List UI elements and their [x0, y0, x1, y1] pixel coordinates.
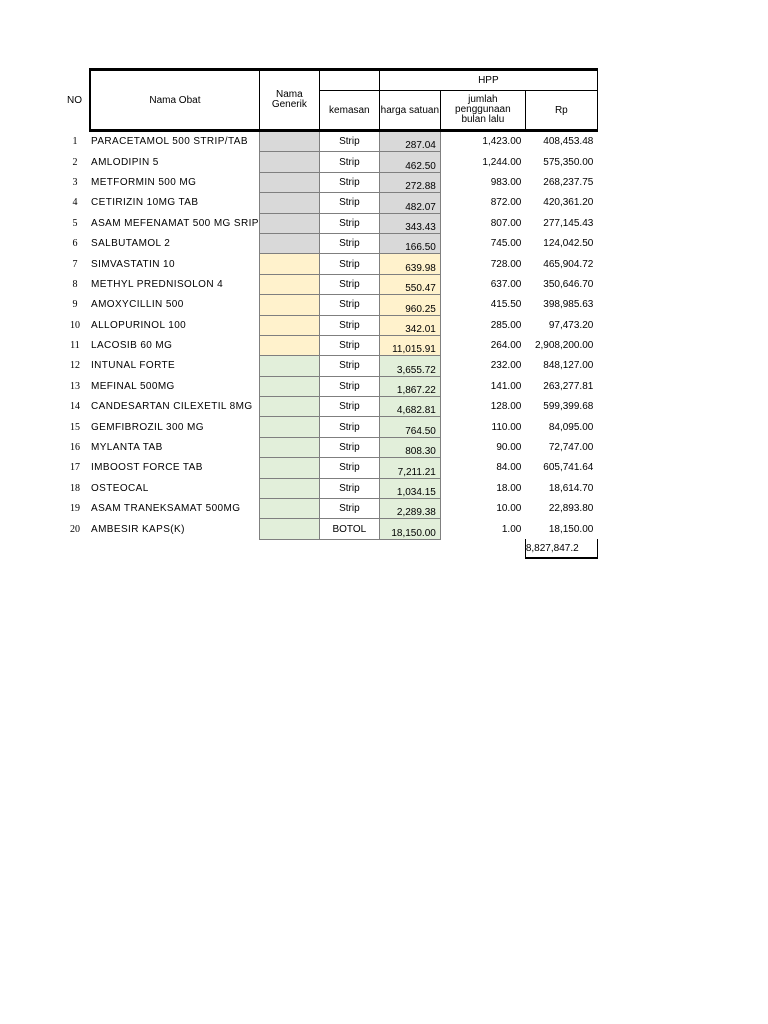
row-nama-generik: [259, 131, 319, 152]
row-no: 18: [70, 482, 80, 494]
row-kemasan: Strip: [319, 458, 379, 478]
row-harga-satuan: 764.50: [379, 417, 440, 437]
row-kemasan: Strip: [319, 356, 379, 376]
row-nama-generik: [259, 193, 319, 213]
row-harga-satuan: 342.01: [379, 315, 440, 335]
header-jumlah-text: jumlah penggunaan bulan lalu: [455, 94, 511, 125]
header-nama-generik: [259, 70, 319, 131]
row-no: 8: [72, 278, 78, 290]
row-nama-obat: CANDESARTAN CILEXETIL 8MG: [91, 401, 253, 413]
header-rp: Rp: [525, 91, 597, 131]
header-kemasan: kemasan: [319, 91, 379, 131]
row-rp: 124,042.50: [543, 238, 594, 250]
header-harga-satuan: harga satuan: [379, 91, 440, 131]
row-nama-generik: [259, 458, 319, 478]
table-row: [60, 335, 597, 355]
row-nama-obat: SIMVASTATIN 10: [91, 258, 175, 270]
row-no: 16: [70, 442, 80, 454]
row-no: 11: [70, 340, 80, 352]
row-harga-satuan: 1,034.15: [379, 478, 440, 498]
table-row: [60, 254, 597, 274]
row-rp: 18,614.70: [548, 482, 594, 494]
row-jumlah: 10.00: [496, 503, 522, 515]
row-nama-obat: AMBESIR KAPS(K): [91, 523, 185, 535]
row-harga-satuan: 482.07: [379, 193, 440, 213]
row-jumlah: 1,244.00: [482, 156, 522, 168]
row-kemasan: Strip: [319, 315, 379, 335]
row-no: 3: [72, 176, 78, 188]
row-rp: 22,893.80: [548, 503, 594, 515]
header-hpp: HPP: [379, 70, 597, 91]
total-empty-cell: [379, 539, 440, 558]
row-rp: 465,904.72: [543, 258, 594, 270]
row-kemasan: Strip: [319, 478, 379, 498]
row-no: 9: [72, 299, 78, 311]
row-harga-satuan: 960.25: [379, 295, 440, 315]
row-jumlah: 110.00: [491, 421, 522, 433]
row-no: 7: [72, 258, 78, 270]
row-harga-satuan: 808.30: [379, 437, 440, 457]
row-no: 10: [70, 319, 80, 331]
row-nama-generik: [259, 397, 319, 417]
row-rp: 575,350.00: [543, 156, 594, 168]
row-nama-obat: METFORMIN 500 MG: [91, 176, 197, 188]
row-kemasan: Strip: [319, 254, 379, 274]
total-empty-cell: [60, 539, 90, 558]
header-blank: [319, 70, 379, 91]
row-nama-generik: [259, 172, 319, 192]
row-nama-obat: OSTEOCAL: [91, 482, 149, 494]
row-nama-generik: [259, 356, 319, 376]
row-kemasan: Strip: [319, 397, 379, 417]
row-harga-satuan: 343.43: [379, 213, 440, 233]
table-row: [60, 233, 597, 253]
table-row: [60, 519, 597, 539]
row-harga-satuan: 166.50: [379, 233, 440, 253]
row-no: 20: [70, 523, 80, 535]
row-kemasan: Strip: [319, 172, 379, 192]
table-row: [60, 437, 597, 457]
spreadsheet: [60, 68, 598, 559]
row-no: 6: [72, 238, 78, 250]
table-row: [60, 417, 597, 437]
total-empty-cell: [259, 539, 319, 558]
header-jumlah: [440, 91, 525, 131]
row-harga-satuan: 1,867.22: [379, 376, 440, 396]
row-jumlah: 18.00: [496, 482, 522, 494]
row-nama-obat: GEMFIBROZIL 300 MG: [91, 421, 204, 433]
table-row: [60, 213, 597, 233]
row-nama-generik: [259, 417, 319, 437]
row-rp: 72,747.00: [548, 442, 594, 454]
row-no: 19: [70, 503, 80, 515]
row-harga-satuan: 462.50: [379, 152, 440, 172]
table-row: [60, 295, 597, 315]
total-empty-cell: [440, 539, 525, 558]
header-nama-generik-text: Nama Generik: [271, 89, 307, 110]
row-nama-obat: MYLANTA TAB: [91, 442, 163, 454]
row-no: 15: [70, 421, 80, 433]
row-nama-generik: [259, 315, 319, 335]
row-nama-obat: INTUNAL FORTE: [91, 360, 176, 372]
row-jumlah: 728.00: [490, 258, 522, 270]
row-kemasan: Strip: [319, 274, 379, 294]
row-harga-satuan: 3,655.72: [379, 356, 440, 376]
row-kemasan: BOTOL: [319, 519, 379, 539]
row-rp: 398,985.63: [543, 299, 594, 311]
row-jumlah: 637.00: [490, 278, 522, 290]
total-value: 8,827,847.2: [525, 539, 597, 558]
row-kemasan: Strip: [319, 295, 379, 315]
table-row: [60, 499, 597, 519]
row-kemasan: Strip: [319, 417, 379, 437]
row-harga-satuan: 639.98: [379, 254, 440, 274]
row-rp: 848,127.00: [543, 360, 594, 372]
row-harga-satuan: 11,015.91: [379, 335, 440, 355]
row-harga-satuan: 550.47: [379, 274, 440, 294]
row-nama-obat: AMOXYCILLIN 500: [91, 299, 184, 311]
row-rp: 84,095.00: [548, 421, 594, 433]
row-jumlah: 232.00: [490, 360, 522, 372]
row-nama-obat: CETIRIZIN 10MG TAB: [91, 197, 199, 209]
row-jumlah: 745.00: [490, 238, 522, 250]
row-nama-generik: [259, 376, 319, 396]
row-no: 13: [70, 380, 80, 392]
row-jumlah: 872.00: [490, 197, 522, 209]
row-jumlah: 128.00: [490, 401, 522, 413]
row-no: 14: [70, 401, 80, 413]
table-row: [60, 458, 597, 478]
header-no: NO: [67, 94, 82, 106]
row-nama-generik: [259, 478, 319, 498]
row-harga-satuan: 287.04: [379, 131, 440, 152]
row-kemasan: Strip: [319, 152, 379, 172]
row-nama-obat: ASAM MEFENAMAT 500 MG SRIP: [91, 217, 259, 229]
row-nama-obat: AMLODIPIN 5: [91, 156, 159, 168]
table-row: [60, 397, 597, 417]
row-harga-satuan: 7,211.21: [379, 458, 440, 478]
medicine-table: [60, 68, 598, 559]
total-row: [60, 539, 597, 558]
row-nama-obat: MEFINAL 500MG: [91, 380, 175, 392]
table-row: [60, 356, 597, 376]
row-nama-obat: METHYL PREDNISOLON 4: [91, 278, 224, 290]
row-harga-satuan: 272.88: [379, 172, 440, 192]
table-row: [60, 152, 597, 172]
row-harga-satuan: 4,682.81: [379, 397, 440, 417]
row-nama-generik: [259, 213, 319, 233]
row-jumlah: 90.00: [496, 442, 522, 454]
row-rp: 605,741.64: [543, 462, 594, 474]
row-rp: 263,277.81: [543, 380, 594, 392]
table-row: [60, 193, 597, 213]
row-nama-obat: LACOSIB 60 MG: [91, 340, 173, 352]
row-nama-generik: [259, 233, 319, 253]
row-no: 17: [70, 462, 80, 474]
row-rp: 97,473.20: [548, 319, 594, 331]
row-jumlah: 141.00: [490, 380, 522, 392]
row-kemasan: Strip: [319, 335, 379, 355]
row-rp: 408,453.48: [543, 136, 594, 148]
row-nama-generik: [259, 335, 319, 355]
row-no: 12: [70, 360, 80, 372]
row-no: 4: [72, 197, 78, 209]
row-nama-generik: [259, 519, 319, 539]
row-jumlah: 285.00: [490, 319, 522, 331]
row-rp: 268,237.75: [543, 176, 594, 188]
row-rp: 2,908,200.00: [534, 340, 594, 352]
row-rp: 277,145.43: [543, 217, 594, 229]
row-nama-generik: [259, 437, 319, 457]
row-nama-generik: [259, 295, 319, 315]
header-nama-obat: Nama Obat: [90, 70, 259, 131]
row-no: 2: [72, 156, 78, 168]
row-no: 5: [72, 217, 78, 229]
row-jumlah: 807.00: [490, 217, 522, 229]
row-jumlah: 1.00: [501, 523, 522, 535]
table-row: [60, 376, 597, 396]
row-rp: 350,646.70: [543, 278, 594, 290]
table-row: [60, 131, 597, 152]
row-kemasan: Strip: [319, 376, 379, 396]
table-row: [60, 172, 597, 192]
row-rp: 420,361.20: [543, 197, 594, 209]
row-jumlah: 983.00: [490, 176, 522, 188]
row-nama-generik: [259, 254, 319, 274]
row-jumlah: 84.00: [496, 462, 522, 474]
row-nama-generik: [259, 152, 319, 172]
row-nama-obat: PARACETAMOL 500 STRIP/TAB: [91, 136, 248, 148]
row-nama-generik: [259, 274, 319, 294]
row-kemasan: Strip: [319, 233, 379, 253]
row-nama-obat: SALBUTAMOL 2: [91, 238, 171, 250]
row-nama-obat: ASAM TRANEKSAMAT 500MG: [91, 503, 241, 515]
row-kemasan: Strip: [319, 193, 379, 213]
row-kemasan: Strip: [319, 437, 379, 457]
row-rp: 599,399.68: [543, 401, 594, 413]
row-nama-obat: ALLOPURINOL 100: [91, 319, 187, 331]
row-harga-satuan: 2,289.38: [379, 499, 440, 519]
row-harga-satuan: 18,150.00: [379, 519, 440, 539]
total-empty-cell: [90, 539, 259, 558]
row-jumlah: 1,423.00: [482, 136, 522, 148]
row-kemasan: Strip: [319, 213, 379, 233]
row-kemasan: Strip: [319, 499, 379, 519]
table-row: [60, 478, 597, 498]
total-empty-cell: [319, 539, 379, 558]
row-nama-obat: IMBOOST FORCE TAB: [91, 462, 203, 474]
row-jumlah: 264.00: [490, 340, 522, 352]
table-row: [60, 315, 597, 335]
row-no: 1: [72, 135, 78, 147]
table-row: [60, 274, 597, 294]
row-nama-generik: [259, 499, 319, 519]
row-jumlah: 415.50: [490, 299, 522, 311]
row-kemasan: Strip: [319, 131, 379, 152]
row-rp: 18,150.00: [548, 523, 594, 535]
